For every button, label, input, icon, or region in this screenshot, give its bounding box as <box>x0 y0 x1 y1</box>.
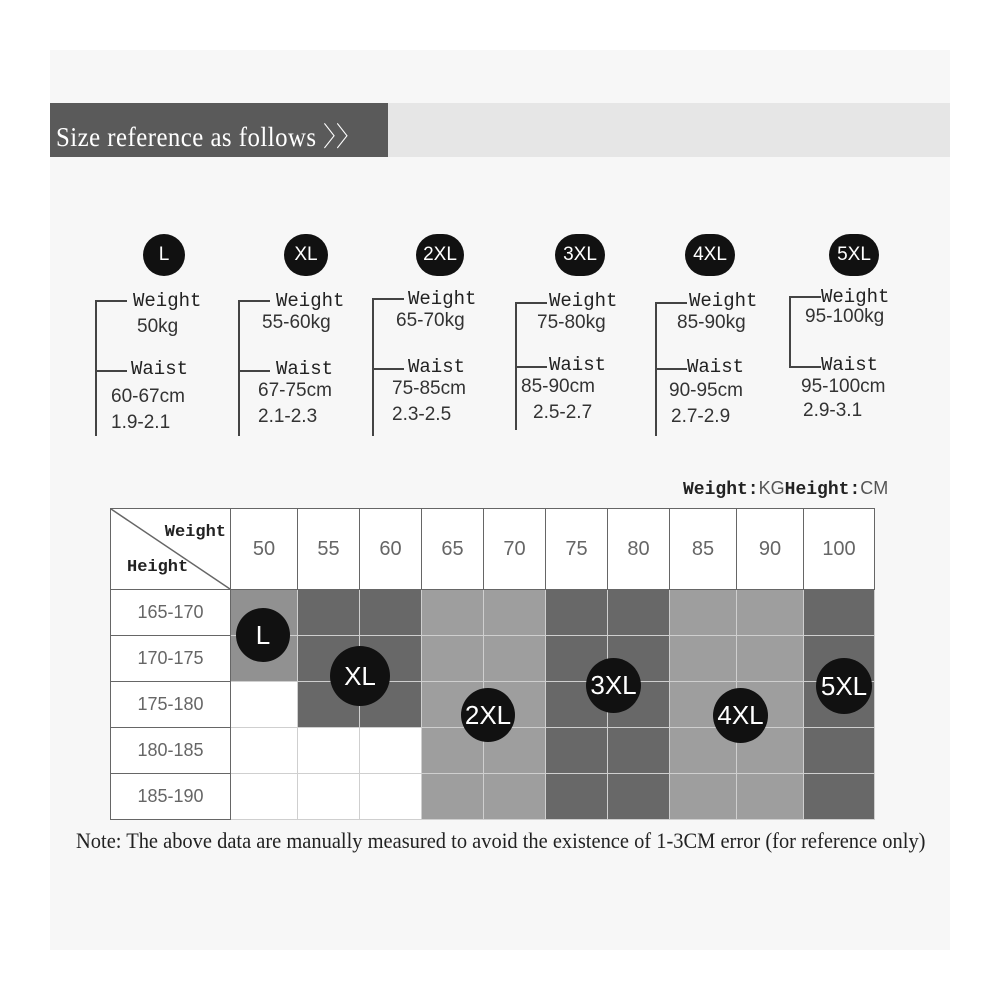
cell-empty <box>231 774 298 820</box>
range-value: 2.1-2.3 <box>258 406 318 427</box>
bracket-tick <box>238 370 270 372</box>
waist-label: Waist <box>549 354 607 376</box>
units-height-label: Height: <box>784 480 861 500</box>
bracket-tick <box>238 300 270 302</box>
height-header: 165-170 <box>111 590 231 636</box>
cell-5xl <box>804 728 875 774</box>
bracket-tick <box>372 298 404 300</box>
table-row <box>111 774 875 820</box>
waist-value: 75-85cm <box>392 378 466 399</box>
cell-2xl <box>484 774 546 820</box>
range-value: 1.9-2.1 <box>111 412 171 433</box>
bracket-line <box>789 296 791 368</box>
waist-label: Waist <box>408 356 466 378</box>
bracket-tick <box>95 300 127 302</box>
weight-header: 65 <box>422 509 484 590</box>
cell-empty <box>298 774 360 820</box>
cell-4xl <box>737 590 804 636</box>
cell-2xl <box>484 590 546 636</box>
range-value: 2.9-3.1 <box>803 400 863 421</box>
range-value: 2.3-2.5 <box>392 404 452 425</box>
waist-label: Waist <box>276 358 334 380</box>
table-row <box>111 590 875 636</box>
weight-header: 100 <box>804 509 875 590</box>
cell-2xl <box>422 590 484 636</box>
diagonal-line <box>111 509 230 589</box>
weight-header: 50 <box>231 509 298 590</box>
height-header: 170-175 <box>111 636 231 682</box>
cell-empty <box>360 728 422 774</box>
size-badge: L <box>143 234 185 276</box>
weight-label: Weight <box>549 290 618 312</box>
cell-4xl <box>670 590 737 636</box>
cell-3xl <box>546 590 608 636</box>
cell-3xl <box>608 590 670 636</box>
size-badge: 5XL <box>829 234 879 276</box>
height-header: 180-185 <box>111 728 231 774</box>
cell-5xl <box>804 590 875 636</box>
cell-4xl <box>670 636 737 682</box>
size-column-5xl <box>789 234 929 439</box>
weight-label: Weight <box>821 286 890 308</box>
cell-empty <box>298 728 360 774</box>
region-badge-5xl: 5XL <box>816 658 872 714</box>
bracket-line <box>95 300 97 436</box>
range-value: 2.7-2.9 <box>671 406 731 427</box>
waist-value: 90-95cm <box>669 380 743 401</box>
cell-2xl <box>422 774 484 820</box>
cell-5xl <box>804 774 875 820</box>
units-caption <box>683 478 888 500</box>
header-row <box>111 509 875 590</box>
waist-value: 60-67cm <box>111 386 185 407</box>
waist-label: Waist <box>131 358 189 380</box>
units-weight-label: Weight: <box>683 480 759 500</box>
weight-header: 90 <box>737 509 804 590</box>
waist-label: Waist <box>821 354 879 376</box>
size-column-3xl <box>515 234 655 439</box>
header-banner <box>50 103 950 157</box>
bracket-tick <box>655 302 687 304</box>
size-column-2xl <box>372 234 512 439</box>
cell-3xl <box>546 774 608 820</box>
size-chart <box>110 508 875 820</box>
cell-empty <box>360 774 422 820</box>
waist-value: 85-90cm <box>521 376 595 397</box>
waist-value: 95-100cm <box>801 376 886 397</box>
cell-3xl <box>608 774 670 820</box>
weight-value: 75-80kg <box>537 312 606 333</box>
bracket-tick <box>95 370 127 372</box>
bracket-line <box>238 300 240 436</box>
weight-value: 65-70kg <box>396 310 465 331</box>
weight-value: 50kg <box>137 316 179 337</box>
corner-cell <box>111 509 231 590</box>
cell-xl <box>298 590 360 636</box>
waist-label: Waist <box>687 356 745 378</box>
cell-2xl <box>422 636 484 682</box>
weight-header: 75 <box>546 509 608 590</box>
height-header: 175-180 <box>111 682 231 728</box>
bracket-tick <box>372 368 404 370</box>
weight-header: 85 <box>670 509 737 590</box>
cell-2xl <box>484 636 546 682</box>
cell-3xl <box>608 728 670 774</box>
region-badge-3xl: 3XL <box>586 658 641 713</box>
weight-label: Weight <box>133 290 202 312</box>
region-badge-4xl: 4XL <box>713 688 768 743</box>
cell-4xl <box>737 774 804 820</box>
table-row <box>111 636 875 682</box>
cell-3xl <box>546 728 608 774</box>
size-column-4xl <box>655 234 795 439</box>
region-badge-2xl: 2XL <box>461 688 515 742</box>
cell-empty <box>231 682 298 728</box>
units-weight-unit: KG <box>758 478 785 498</box>
size-badge: 3XL <box>555 234 605 276</box>
cell-empty <box>231 728 298 774</box>
weight-header: 60 <box>360 509 422 590</box>
weight-label: Weight <box>408 288 477 310</box>
bracket-tick <box>655 368 687 370</box>
weight-header: 80 <box>608 509 670 590</box>
weight-value: 55-60kg <box>262 312 331 333</box>
height-header: 185-190 <box>111 774 231 820</box>
units-height-unit: CM <box>860 478 889 498</box>
size-chart-table <box>110 508 875 820</box>
cell-4xl <box>737 636 804 682</box>
size-badge: 4XL <box>685 234 735 276</box>
bracket-tick <box>515 366 547 368</box>
corner-height-label: Height <box>127 558 189 577</box>
footnote: Note: The above data are manually measured to avoid the existence of 1-3CM error (for reference only) <box>76 828 926 853</box>
weight-header: 70 <box>484 509 546 590</box>
region-badge-xl: XL <box>330 646 390 706</box>
cell-4xl <box>670 774 737 820</box>
weight-label: Weight <box>276 290 345 312</box>
weight-value: 85-90kg <box>677 312 746 333</box>
cell-xl <box>360 590 422 636</box>
size-badge: 2XL <box>416 234 464 276</box>
waist-value: 67-75cm <box>258 380 332 401</box>
page-title: Size reference as follows 〉〉 <box>56 122 362 152</box>
size-badge: XL <box>284 234 328 276</box>
size-column-l <box>95 234 235 439</box>
header-banner-dark <box>50 103 388 157</box>
weight-value: 95-100kg <box>805 306 885 327</box>
bracket-tick <box>789 366 821 368</box>
size-column-xl <box>238 234 378 439</box>
region-badge-l: L <box>236 608 290 662</box>
weight-header: 55 <box>298 509 360 590</box>
weight-label: Weight <box>689 290 758 312</box>
corner-weight-label: Weight <box>164 523 226 542</box>
bracket-tick <box>515 302 547 304</box>
range-value: 2.5-2.7 <box>533 402 593 423</box>
bracket-tick <box>789 296 821 298</box>
